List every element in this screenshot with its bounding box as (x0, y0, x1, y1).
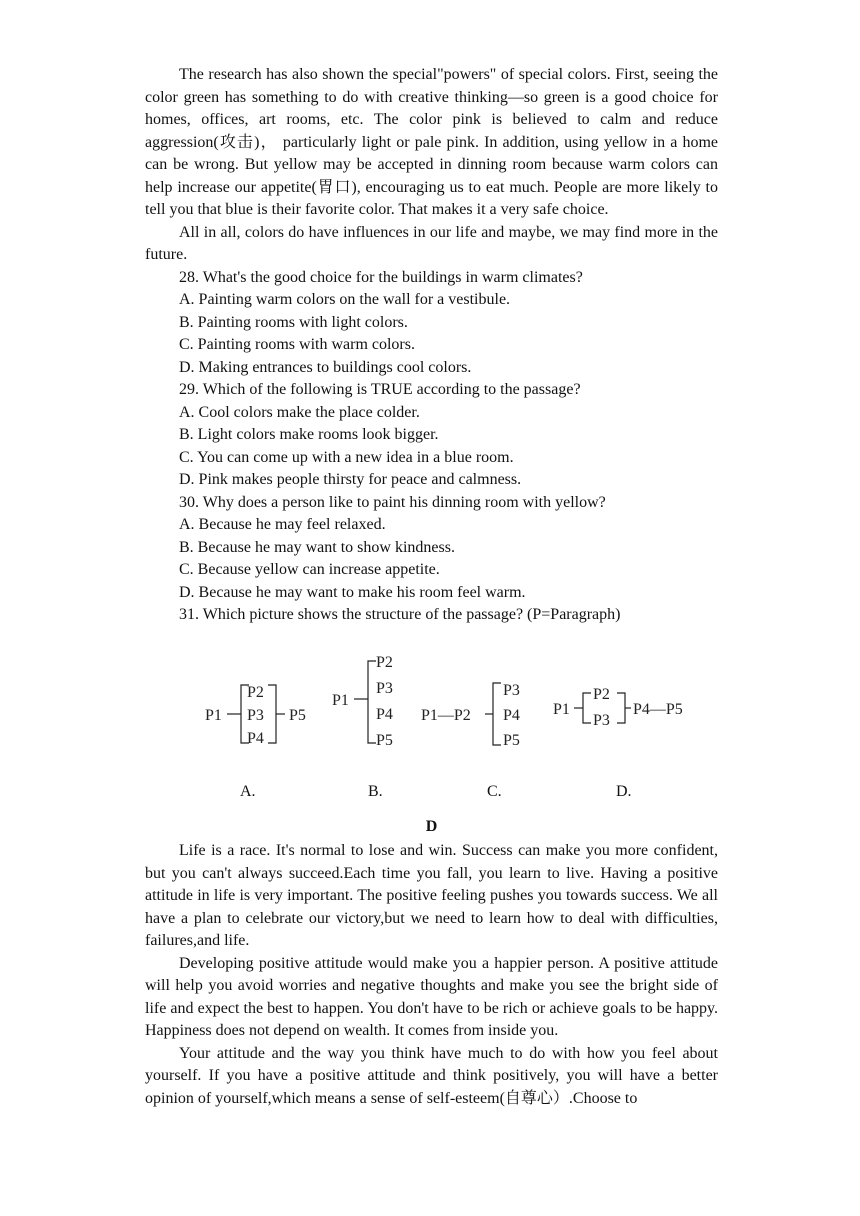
diagram-a-tail: P5 (289, 706, 306, 724)
diagram-a (205, 671, 325, 751)
diagram-b-group-3: P4 (376, 705, 393, 723)
diagram-c-group-2: P4 (503, 706, 520, 724)
passage-c (145, 64, 718, 267)
diagram-b-group-4: P5 (376, 731, 393, 749)
passage-d-paragraph-1: Life is a race. It's normal to lose and win. Success can make you more confident, but you can't always succeed.Each time you fall, you learn to live. Having a positive attitude in life is very important. The positive feeling pushes you towards success. We all have a plan to celebrate our victory,but we need to learn how to deal with difficulties, failures,and life. (145, 842, 718, 949)
question-28 (145, 267, 718, 380)
diagram-d (553, 681, 713, 741)
question-29-option-b: B. Light colors make rooms look bigger. (179, 426, 439, 443)
diagram-a-lead: P1 (205, 706, 222, 724)
diagram-b-group-1: P2 (376, 653, 393, 671)
structure-figure (145, 639, 718, 807)
diagram-b (332, 647, 412, 753)
question-28-option-b: B. Painting rooms with light colors. (179, 313, 408, 331)
question-29-option-a: A. Cool colors make the place colder. (179, 403, 420, 421)
question-30-option-b: B. Because he may want to show kindness. (179, 538, 455, 556)
diagram-d-tail: P4—P5 (633, 700, 683, 718)
diagram-c-lead: P1—P2 (421, 706, 471, 724)
diagram-c-group-3: P5 (503, 731, 520, 749)
question-30-option-c: C. Because yellow can increase appetite. (179, 561, 440, 578)
question-30-stem: 30. Why does a person like to paint his dinning room with yellow? (179, 493, 606, 511)
question-30-option-a: A. Because he may feel relaxed. (179, 516, 386, 533)
question-29 (145, 379, 718, 492)
question-28-stem: 28. What's the good choice for the buildings in warm climates? (179, 268, 583, 286)
diagram-b-lead: P1 (332, 691, 349, 709)
diagram-d-caption: D. (616, 782, 632, 800)
diagram-d-group-2: P3 (593, 711, 610, 729)
passage-d (145, 816, 718, 1111)
question-31 (145, 604, 718, 807)
question-28-option-c: C. Painting rooms with warm colors. (179, 336, 415, 353)
diagram-a-group-2: P3 (247, 706, 264, 724)
diagram-a-caption: A. (240, 782, 256, 800)
diagram-d-group-1: P2 (593, 685, 610, 703)
passage-d-paragraph-3: Your attitude and the way you think have much to do with how you feel about yourself. If you have a positive attitude and think positively, you will have a better opinion of yourself,which means a sense of self-esteem(自尊心）.Choose to (145, 1044, 718, 1107)
diagram-c (421, 671, 531, 751)
question-29-option-c: C. You can come up with a new idea in a blue room. (179, 448, 514, 466)
question-30-option-d: D. Because he may want to make his room feel warm. (179, 583, 526, 601)
passage-d-title: D (425, 817, 438, 835)
question-31-stem: 31. Which picture shows the structure of the passage? (P=Paragraph) (179, 606, 621, 623)
diagram-a-group-1: P2 (247, 683, 264, 701)
question-28-option-a: A. Painting warm colors on the wall for a vestibule. (179, 291, 511, 308)
diagram-d-lead: P1 (553, 700, 570, 718)
question-28-option-d: D. Making entrances to buildings cool colors. (179, 358, 472, 376)
diagram-b-group-2: P3 (376, 679, 393, 697)
passage-d-paragraph-2: Developing positive attitude would make you a happier person. A positive attitude will help you avoid worries and negative thoughts and make you see the bright side of life and expect the best to happen. You don't have to be rich or achieve goals to be happy. Happiness does not depend on wealth. It comes from inside you. (145, 954, 718, 1039)
passage-c-paragraph-1: The research has also shown the special"powers" of special colors. First, seeing the color green has something to do with creative thinking—so green is a good choice for homes, offices, art rooms, etc. The color pink is believed to calm and reduce aggression(攻击)， particularly light or pale pink. In addition, using yellow in a home can be wrong. But yellow may be accepted in dinning room because warm colors can help increase our appetite(胃口), encouraging us to eat much. People are more likely to tell you that blue is their favorite color. That makes it a very safe choice. (145, 66, 718, 218)
question-29-option-d: D. Pink makes people thirsty for peace and calmness. (179, 471, 522, 488)
diagram-b-caption: B. (368, 782, 383, 800)
document-page (145, 64, 718, 1110)
passage-c-paragraph-2: All in all, colors do have influences in our life and maybe, we may find more in the future. (145, 223, 718, 263)
diagram-c-caption: C. (487, 782, 502, 800)
diagram-a-group-3: P4 (247, 729, 264, 747)
question-30 (145, 492, 718, 605)
diagram-c-group-1: P3 (503, 681, 520, 699)
question-29-stem: 29. Which of the following is TRUE according to the passage? (179, 381, 581, 398)
